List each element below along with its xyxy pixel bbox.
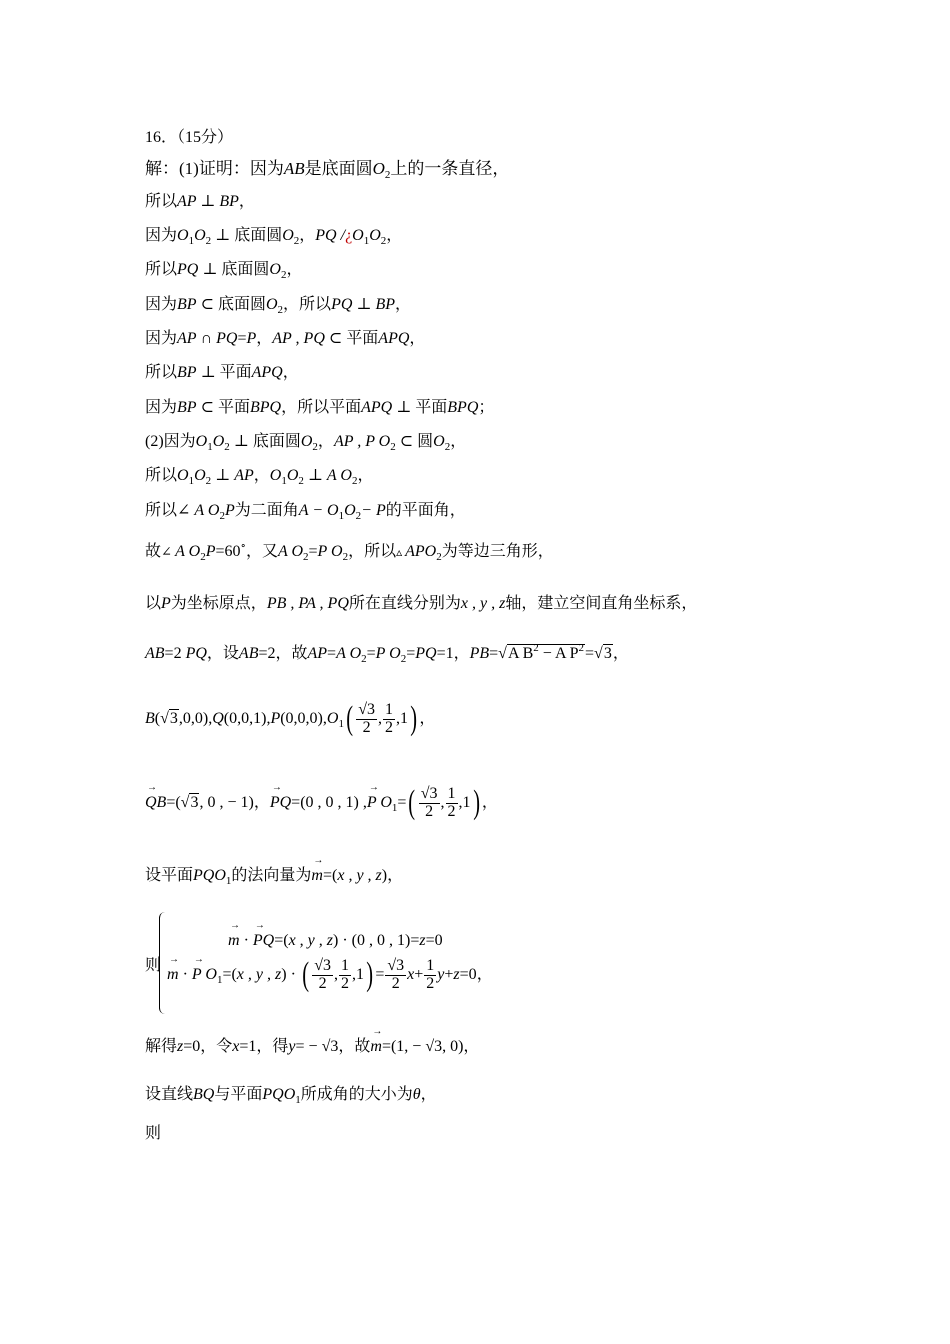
system-equation-1: → m · → PQ=(x , y , z) · (0 , 0 , 1)=z=0 [228, 933, 443, 949]
solution-line-8: 因为BP ⊂ 平面BPQ，所以平面APQ ⊥ 平面BPQ； [145, 399, 495, 416]
solution-line-14: AB=2 PQ，设AB=2，故AP=A $O_2=P$ $O_2=PQ=1$，PB=√A $B^2 - A$ $P^2=√3$， [145, 642, 629, 665]
solution-line-21: 设直线BQ与平面$PQO_1$所成角的大小为θ， [145, 1086, 437, 1106]
solution-line-11: 所以∠ A $O_2P$为二面角$A - O_1O_2- P$的平面角， [145, 502, 466, 522]
solution-line-4: 所以PQ ⊥ 底面圆$O_2$， [145, 261, 303, 281]
solution-line-22: 则 [145, 1125, 162, 1142]
solution-line-15: $B(√3,0,0),Q(0,0,1),P(0,0,0),O_1$( $\frac{√3}{2}$ , $\frac{1}{2}$ ,1) ， [145, 700, 436, 738]
solution-line-2: 所以AP ⊥ BP， [145, 193, 255, 210]
solution-line-1: 解：(1)证明：因为AB是底面圆$O_2$上的一条直径， [145, 159, 510, 181]
solution-line-16: → QB=(√3, 0 , − 1)，→ PQ=(0 , 0 , 1) ,→ P $O_1=$( $\frac{√3}{2}$ , $\frac{1}{2}$ ,1) ， [145, 786, 498, 821]
solution-line-6: 因为AP ∩ PQ=P，AP , PQ ⊂ 平面APQ， [145, 330, 426, 347]
solution-line-13: 以P为坐标原点，PB , PA , PQ所在直线分别为x , y , z轴，建立空间直角坐标系， [145, 595, 698, 612]
document-page: 16．（15分） 解：(1)证明：因为AB是底面圆$O_2$上的一条直径， 所以AP ⊥ BP， 因为$O_1O_2$ ⊥ 底面圆$O_2$，PQ $/¿O_1O_2$， 所以PQ ⊥ 底面圆$O_2$， 因为BP ⊂ 底面圆$O_2$，所以PQ ⊥ BP， 因为AP ∩ PQ=P，AP , PQ ⊂ 平面APQ， 所以BP ⊥ 平面APQ， 因为BP ⊂ 平面BPQ，所以平面APQ ⊥ 平面BPQ； (2)因为$O_1O_2$ ⊥ 底面圆$O_2$，AP , P $O_2$ ⊂ 圆$O_2$， 所以$O_1O_2$ ⊥ AP，$O_1O_2$ ⊥ A $O_2$， 所以∠ A $O_2P$为二面角$A - O_1O_2- P$的平面角， 故∠ A $O_2P=60^\circ$，又A $O_2=P$ $O_2$，所以▵ $APO_2$为等边三角形， 以P为坐标原点，PB , PA , PQ所在直线分别为x , y , z轴，建立空间直角坐标系， AB=2 PQ，设AB=2，故AP=A $O_2=P$ $O_2=PQ=1$，PB=√A $B^2 - A$ $P^2=√3$， $B(√3,0,0),Q(0,0,1),P(0,0,0),O_1$( $\frac{√3}{2}$ , $\frac{1}{2}$ ,1) ， → QB=(√3, 0 , − 1)，→ PQ=(0 , 0 , 1) ,→ P $O_1=$( $\frac{√3}{2}$ , $\frac{1}{2}$ ,1) ， 设平面$PQO_1$的法向量为→ m=(x , y , z)， → m · → PQ=(x , y , z) · (0 , 0 , 1)=z=0 则 → m · → P $O_1=(x$ , y , z) · ( $\frac{√3}{2}$ , $\frac{1}{2}$ ,1) = $\frac{√3}{2}$ x+ $\frac{1}{2}$ y+z=0， 解得z=0，令x=1，得y= − √3，故→ m=(1, − √3, 0)， 设直线BQ与平面$PQO_1$所成角的大小为θ， 则 [0, 0, 950, 1344]
solution-line-5: 因为BP ⊂ 底面圆$O_2$，所以PQ ⊥ BP， [145, 296, 411, 316]
problem-header [145, 130, 233, 146]
solution-line-12: 故∠ A $O_2P=60^\circ$，又A $O_2=P$ $O_2$，所以▵ $APO_2$为等边三角形， [145, 540, 554, 563]
solution-line-10: 所以$O_1O_2$ ⊥ AP，$O_1O_2$ ⊥ A $O_2$， [145, 467, 374, 487]
solution-line-7: 所以BP ⊥ 平面APQ， [145, 364, 299, 381]
solution-line-20: 解得z=0，令x=1，得y= − √3，故→ m=(1, − √3, 0)， [145, 1039, 479, 1055]
solution-line-9: (2)因为$O_1O_2$ ⊥ 底面圆$O_2$，AP , P $O_2$ ⊂ 圆$O_2$， [145, 433, 467, 453]
problem-score: （15分） [177, 129, 234, 146]
solution-line-3: 因为$O_1O_2$ ⊥ 底面圆$O_2$，PQ $/¿O_1O_2$， [145, 227, 403, 247]
problem-number: 16． [145, 129, 178, 146]
solution-line-17: 设平面$PQO_1$的法向量为→ m=(x , y , z)， [145, 868, 403, 887]
